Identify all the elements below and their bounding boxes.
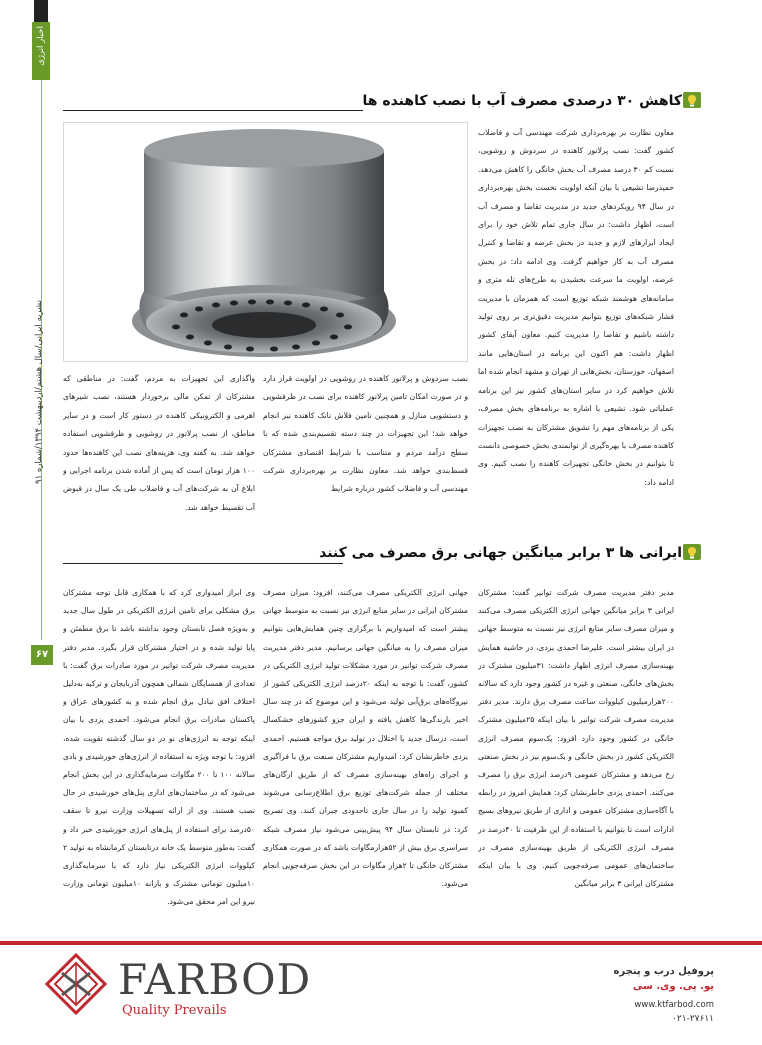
lightbulb-icon [683,544,701,560]
article1-headline-text: کاهش ۳۰ درصدی مصرف آب با نصب کاهنده ها [362,93,682,109]
article1-column-1-text: معاون نظارت بر بهره‌برداری شرکت مهندسی آب و فاضلاب کشور گفت: نصب پرلاتور کاهنده در سردوش و روشویی، نسبت کم ۳۰ درصد مصرف آب بخش خانگی را کاهش می‌دهد. حمیدرضا تشیعی با بیان آنکه اولویت نخست بخش بهره‌برداری در سال ۹۴ رویکردهای جدید در مدیریت تقاضا و مصرف آب است، اظهار داشت: در سال جاری تمام تلاش خود را برای ایجاد ابزارهای لازم و جدید در بخش عرضه و تقاضا و کنترل مصرف آب به کار خواهیم گرفت. وی ادامه داد: در بخش عرضه، اولویت ما سرعت بخشیدن به طرح‌های تله متری و سامانه‌های هوشمند شبکه توزیع است که همزمان با مدیریت فشار شبکه‌های توزیع بتوانیم مدیریت دقیق‌تری بر روی تولید داشته باشیم و تقاضا را مدیریت کنیم. معاون آبفای کشور اظهار داشت: هم اکنون این برنامه در استان‌هایی مانند اصفهان، خوزستان، بخش‌هایی از تهران و مشهد انجام شده اما تلاش خواهیم کرد در سایر استان‌های کشور نیز این برنامه عملیاتی شود. تشیعی با اشاره به برنامه‌های بخش مصرف، یکی از برنامه‌های مهم را تشویق مشترکان به نصب تجهیزات کاهنده مصرف با بهره‌گیری از توانمندی بخش خصوصی دانست تا بتوانیم در بخش خانگی تجهیزات کاهنده را نصب کنیم. وی ادامه داد: [478,128,674,487]
sidebar-black-tab [34,0,48,22]
brand-tagline: Quality Prevails [122,1003,227,1018]
ad-divider [0,941,762,945]
ad-website[interactable]: www.ktfarbod.com [634,1000,714,1010]
brand-name: FARBOD [118,955,312,1004]
headline-rule-2 [63,563,343,564]
section-tab [32,22,50,80]
ad-product-line: پروفیل درب و پنجره [613,966,714,977]
article2-column-3 [63,584,255,934]
ad-product-type: یو. پی. وی. سی [632,981,714,992]
lightbulb-icon [683,92,701,108]
faucet-aerator-photo [63,122,468,362]
article2-column-2-text: جهانی انرژی الکتریکی مصرف می‌کنند، افزود: میزان مصرف مشترکان ایرانی در سایر منابع انرژی نیز نسبت به متوسط جهانی بیشتر است که امیدواریم با برگزاری چنین همایش‌هایی بتوانیم میزان مصرف را به میانگین جهانی برسانیم. مدیر دفتر مدیریت مصرف شرکت توانیر در مورد مشکلات تولید انرژی الکتریکی در کشور، گفت: با توجه به اینکه ۲۰درصد انرژی الکتریکی کشور از نیروگاه‌های برق‌آبی تولید می‌شود و این موضوع که در چند سال اخیر بارندگی‌ها کاهش یافته و ایران جزو کشورهای خشکسال است، درسال جدید با اختلال در تولید برق مواجه هستیم. احمدی یزدی خاطرنشان کرد: امیدواریم مشترکان صنعت برق با فراگیری و اجرای راه‌های بهینه‌سازی مصرف که از طریق ارگان‌های مختلف از جمله شرکت‌های توزیع برق اطلاع‌رسانی می‌شوند کمبود تولید را در سال جاری تاحدودی جبران کنند. وی تصریح کرد: در تابستان سال ۹۴ پیش‌بینی می‌شود نیاز مصرف شبکه سراسری برق بیش از ۵۲هزارمگاوات باشد که در صورت همکاری مشترکان خانگی تا ۲هزار مگاوات در این بخش صرفه‌جویی انجام می‌شود. [263,588,468,889]
issue-label: نشریه ایرانی/سال هشتم/اردیبهشت ۱۳۹۴/شماره ۹۱ [34,300,44,484]
section-label: اخبار انرژی [36,26,46,66]
headline-rule [63,110,363,111]
article1-column-2-text: نصب سردوش و پرلاتور کاهنده در روشویی در اولویت قرار دارد و در صورت امکان تامین پرلاتور کاهنده برای نصب در ظرفشویی و دستشویی منازل و همچنین تامین فلاش تانک کاهنده نیز انجام خواهد شد؛ این تجهیزات در چند دسته تقسیم‌بندی شده که با سطح درآمد مردم و متناسب با شرایط اقتصادی مشترکان قسط‌بندی خواهد شد. معاون نظارت بر بهره‌برداری شرکت مهندسی آب و فاضلاب کشور درباره شرایط [263,374,468,494]
faucet-aerator-image [64,123,467,361]
ad-phone: ۰۲۱-۲۷۶۱۱ [672,1014,714,1024]
article1-column-1 [478,124,674,534]
article1-column-3-text: واگذاری این تجهیزات به مردم، گفت: در مناطقی که مشترکان از تمکن مالی برخوردار هستند، نصب شیرهای اهرمی و الکترونیکی کاهنده در دستور کار است و در سایر مناطق، از نصب پرلاتور در روشویی و ظرفشویی استفاده خواهد شد. به گفته وی، هزینه‌های نصب این کاهنده‌ها حدود ۱۰۰ هزار تومان است که پس از آماده شدن برنامه اجرایی و ابلاغ آن به شرکت‌های آب و فاضلاب طی یک سال در قبوض آب تقسیط خواهد شد. [63,374,255,512]
article2-headline [319,545,682,561]
article1-column-2 [263,370,468,530]
article2-column-1-text: مدیر دفتر مدیریت مصرف شرکت توانیر گفت: مشترکان ایرانی ۳ برابر میانگین جهانی انرژی الکتریکی مصرف می‌کنند و میزان مصرف سایر منابع انرژی نیز نسبت به متوسط جهانی در ایران بیشتر است. علیرضا احمدی یزدی، در حاشیه همایش بهینه‌سازی مصرف انرژی اظهار داشت: ۳۱میلیون مشترک در بخش‌های خانگی، صنعتی و غیره در کشور وجود دارد که سالانه ۲۰۰هزارمیلیون کیلووات ساعت مصرف برق دارند. مدیر دفتر مدیریت مصرف شرکت توانیر با بیان اینکه ۲۵میلیون مشترک خانگی در کشور وجود دارد افزود: یک‌سوم مصرف انرژی الکتریکی کشور در بخش خانگی و یک‌سوم نیز در بخش صنعتی رخ می‌دهد و مشترکان عمومی ۹درصد انرژی برق را مصرف می‌کنند. احمدی یزدی خاطرنشان کرد: همایش امروز در رابطه با آگاه‌سازی مشترکان عمومی و اداری از طریق نیروهای بسیج ادارات است تا بتوانیم با استفاده از این ظرفیت تا ۴۰درصد در مصرف انرژی الکتریکی از طریق بهینه‌سازی مصرف در ساختمان‌های عمومی صرفه‌جویی کنیم. وی با بیان اینکه مشترکان ایرانی ۳ برابر میانگین [478,588,674,889]
article2-column-1 [478,584,674,934]
page-number: ۶۷ [31,645,53,665]
issue-info [34,300,48,630]
article2-headline-text: ایرانی ها ۳ برابر میانگین جهانی برق مصرف می کنند [319,545,682,561]
article1-headline [362,93,682,109]
article2-column-2 [263,584,468,934]
farbod-logo-icon [45,953,107,1015]
article1-column-3 [63,370,255,530]
article2-column-3-text: وی ابراز امیدواری کرد که با همکاری قابل توجه مشترکان برق مشکلی برای تامین انرژی الکتریکی در طول سال جدید و به‌ویژه فصل تابستان وجود نداشته باشد تا برق مطمئن و پایا تولید شده و در اختیار مشترکان قرار بگیرد. مدیر دفتر مدیریت مصرف شرکت توانیر در مورد صادرات برق گفت: با تعدادی از همسایگان شمالی همچون آذربایجان و ترکیه به‌دلیل اختلاف افق تبادل برق انجام شده و به کشورهای عراق و پاکستان صادرات برق انجام می‌شود. احمدی یزدی با بیان اینکه توجه به انرژی‌های نو در دو سال گذشته تقویت شده، افزود: با توجه ویژه به استفاده از انرژی‌های خورشیدی و بادی سالانه ۱۰۰ تا ۲۰۰ مگاوات سرمایه‌گذاری در این بخش انجام می‌شود که در ساختمان‌های اداری پنل‌های خورشیدی در حال نصب هستند. وی از ارائه تسهیلات وزارت نیرو تا سقف ۵۰درصد برای استفاده از پنل‌های انرژی خورشیدی خبر داد و گفت: به‌طور متوسط یک خانه درتابستان کرمانشاه به تولید ۲ کیلووات انرژی الکتریکی نیاز دارد که با سرمایه‌گذاری ۱۰میلیون تومانی مشترک و یارانه ۱۰میلیون تومانی وزارت نیرو این امر محقق می‌شود. [63,588,255,907]
